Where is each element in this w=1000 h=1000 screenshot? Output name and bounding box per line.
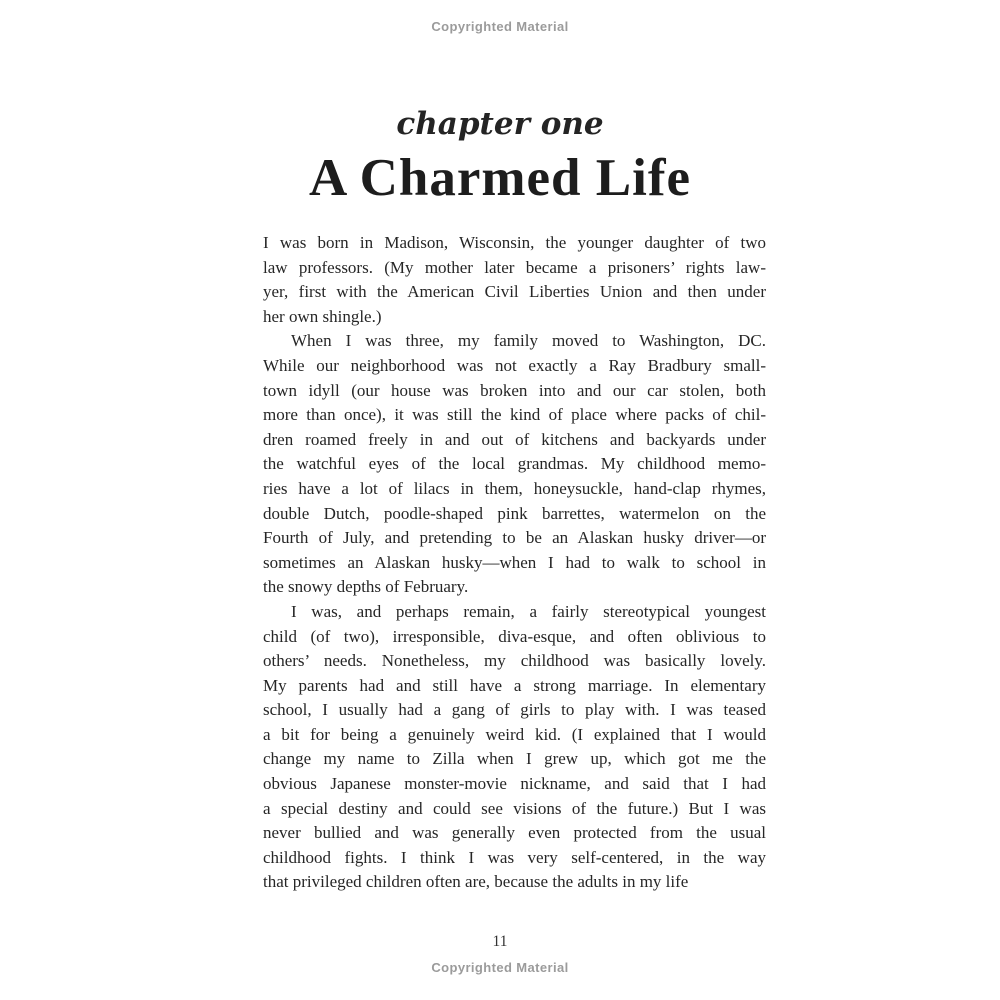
text-line: sometimes an Alaskan husky—when I had to walk to school in <box>263 552 766 572</box>
text-line: town idyll (our house was broken into and our car stolen, both <box>263 380 766 400</box>
text-line: When I was three, my family moved to Washington, DC. <box>291 331 766 351</box>
text-line: obvious Japanese monster-movie nickname, and said that I had <box>263 774 766 794</box>
text-line: While our neighborhood was not exactly a Ray Bradbury small- <box>263 355 766 375</box>
text-line: a special destiny and could see visions of the future.) But I was <box>263 798 766 818</box>
text-line: Fourth of July, and pretending to be an Alaskan husky driver—or <box>263 528 766 548</box>
text-line: child (of two), irresponsible, diva-esque, and often oblivious to <box>263 626 766 646</box>
text-line: a bit for being a genuinely weird kid. (I explained that I would <box>263 724 766 744</box>
text-line: dren roamed freely in and out of kitchens and backyards under <box>263 429 766 449</box>
page-number: 11 <box>492 933 508 950</box>
text-line: childhood fights. I think I was very self-centered, in the way <box>263 847 766 867</box>
text-line: more than once), it was still the kind of place where packs of chil- <box>263 405 766 425</box>
text-line: never bullied and was generally even protected from the usual <box>263 823 766 843</box>
chapter-title: A Charmed Life <box>308 149 692 207</box>
text-line: I was, and perhaps remain, a fairly stereotypical youngest <box>291 601 766 621</box>
chapter-kicker: chapter one <box>396 106 604 142</box>
text-line: yer, first with the American Civil Liberties Union and then under <box>263 282 766 302</box>
text-line: ries have a lot of lilacs in them, honeysuckle, hand-clap rhymes, <box>263 478 766 498</box>
text-line: I was born in Madison, Wisconsin, the younger daughter of two <box>263 233 766 252</box>
text-line: others’ needs. Nonetheless, my childhood was basically lovely. <box>263 651 766 671</box>
copyright-notice-bottom: Copyrighted Material <box>431 960 569 975</box>
text-line: that privileged children often are, because the adults in my life <box>263 872 689 892</box>
text-line: her own shingle.) <box>263 306 382 326</box>
text-line: the watchful eyes of the local grandmas. My childhood memo- <box>263 454 766 474</box>
copyright-notice-top: Copyrighted Material <box>431 19 569 34</box>
text-line: law professors. (My mother later became a prisoners’ rights law- <box>263 257 766 277</box>
body-text <box>263 231 766 895</box>
text-line: double Dutch, poodle-shaped pink barrettes, watermelon on the <box>263 503 766 523</box>
text-line: My parents had and still have a strong marriage. In elementary <box>263 675 766 695</box>
text-line: the snowy depths of February. <box>263 577 469 597</box>
text-line: school, I usually had a gang of girls to play with. I was teased <box>263 700 766 720</box>
text-line: change my name to Zilla when I grew up, which got me the <box>263 749 766 769</box>
